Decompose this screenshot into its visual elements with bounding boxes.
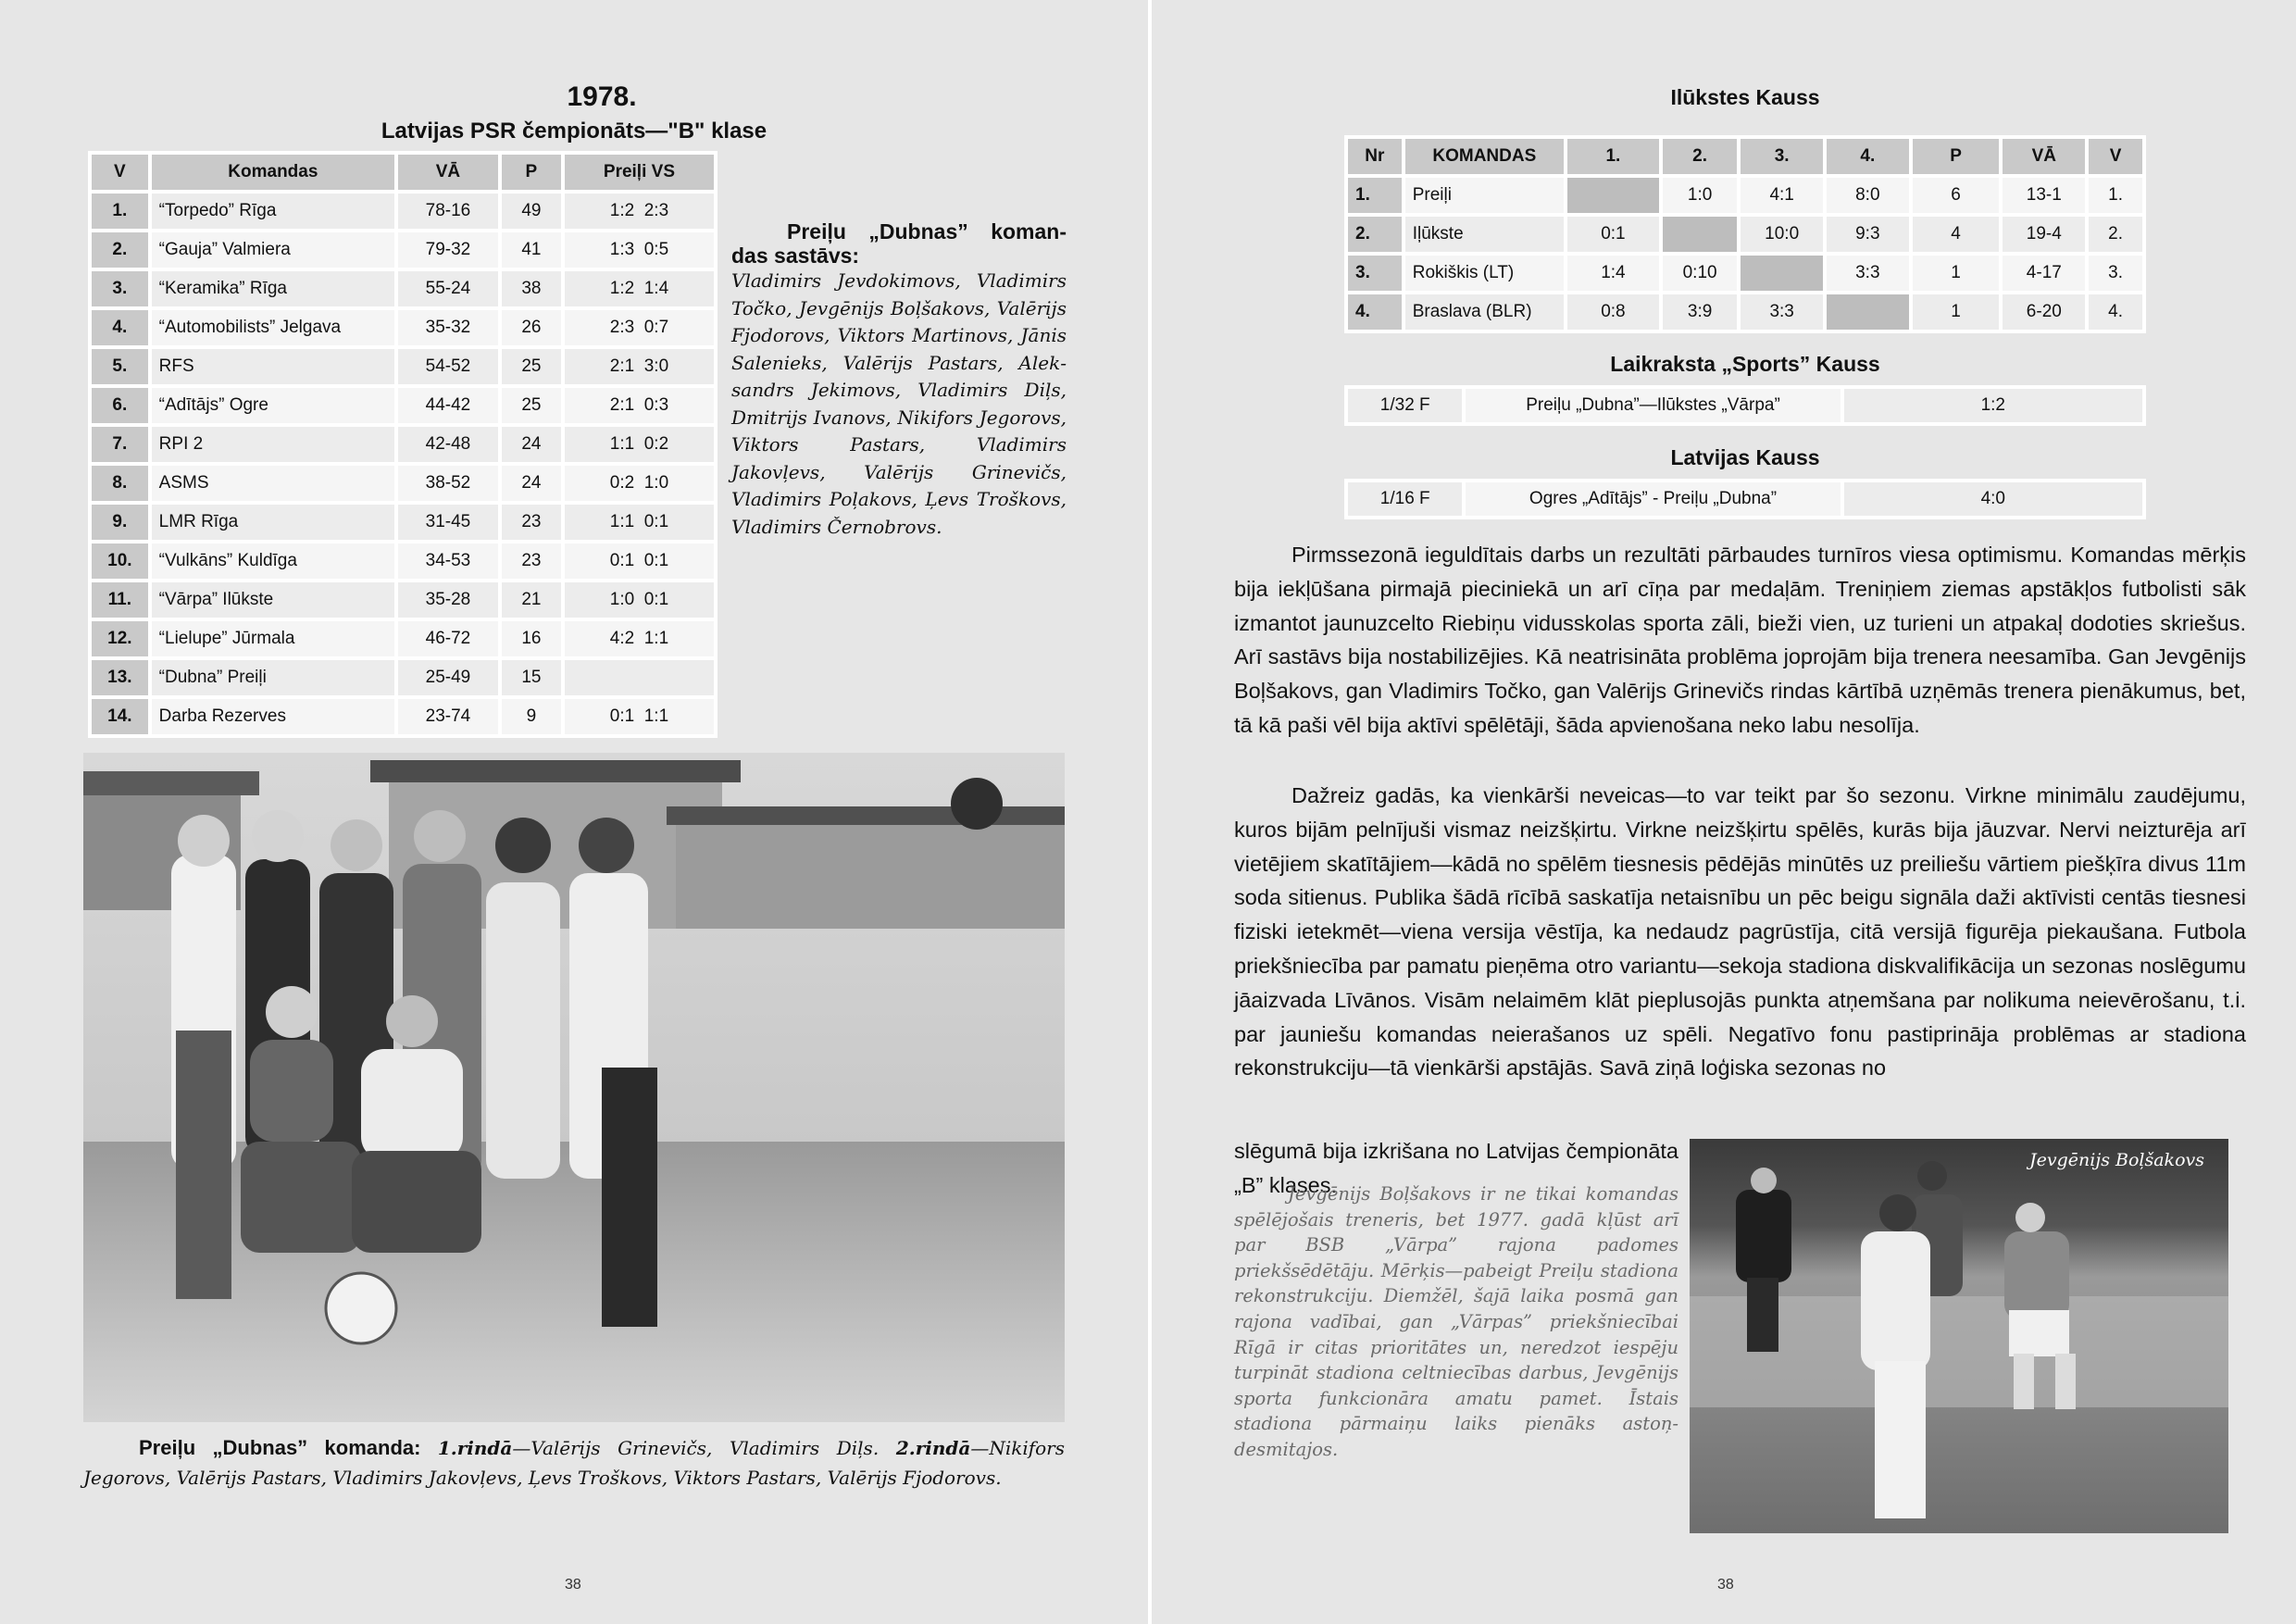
points-cell: 24: [502, 466, 561, 501]
col-header-goals: VĀ: [398, 155, 498, 190]
goals-cell: 54-52: [398, 349, 498, 384]
team-cell: “Adītājs” Ogre: [152, 388, 394, 423]
result-cell: 0:10: [1663, 256, 1737, 291]
vs-preili-cell: 2:3 0:7: [565, 310, 714, 345]
vs-preili-cell: 1:1 0:1: [565, 505, 714, 540]
table-row: [92, 232, 714, 268]
sports-cup-title: Laikraksta „Sports” Kauss: [1610, 352, 1880, 376]
col-header: 1.: [1567, 139, 1659, 174]
caption-row2-label: 2.rindā: [895, 1437, 971, 1459]
year-title: 1978.: [567, 81, 637, 112]
goals-cell: 25-49: [398, 660, 498, 695]
col-header-position: V: [92, 155, 148, 190]
goals-cell: 4-17: [2003, 256, 2085, 291]
position-cell: 2.: [92, 232, 148, 268]
col-header: V: [2089, 139, 2142, 174]
result-cell: 10:0: [1741, 217, 1823, 252]
sports-cup-match: Preiļu „Dubna”—Ilūkstes „Vārpa”: [1466, 389, 1840, 422]
caption-row2-names: —Nikifors Jegorovs, Valērijs Pastars, Vladimirs Jakovļevs, Ļevs Troškovs, Viktors Pastars, Valērijs Fjodorovs.: [83, 1437, 1065, 1489]
caption-row1-label: 1.rindā: [437, 1437, 513, 1459]
ilukste-cup-table: [1344, 135, 2146, 333]
self-match-cell: [1741, 256, 1823, 291]
goals-cell: 35-28: [398, 582, 498, 618]
league-standings-table: [88, 151, 718, 738]
table-row: [92, 543, 714, 579]
vs-preili-cell: 0:1 1:1: [565, 699, 714, 734]
table-row: [1348, 294, 2142, 330]
goals-cell: 79-32: [398, 232, 498, 268]
paragraph-2-text: Dažreiz gadās, ka vienkārši neveicas—to var teikt par šo sezonu. Virkne minimālu zaudējumu, kuros bijām pelnījuši vismaz neizšķirtu. Virkne neizšķirtu spēlēs, kurās bija jāuzvar. Nervi neizturēja arī vietējiem skatītājiem—kādā no spēlēm tiesnesis pēdējās minūtēs uz preiliešu vārtiem piešķīra divus 11m soda sitienus. Publika šādā rīcībā saskatīja netaisnību un pēc beigu signāla daži aktīvisti centās tiesnesi fiziski ietekmēt—viena versija vēstīja, ka nedaudz pagrūstīja, citā versijā figurēja piekaušana. Futbola priekšniecība par pamatu pieņēma otro variantu—sekoja stadiona diskvalifikācija un sezonas noslēgumu jāaizvada Līvānos. Visām nelaimēm klāt pieplusojās punkta atņemšana par nolikuma neievērošanu, t.i. par jauniešu komandas neierašanos uz spēli. Negatīvo fonu pastiprināja problēmas ar stadiona rekonstrukciju—tā vienkārši apstājās. Savā ziņā loģiska sezonas no: [1234, 783, 2246, 1081]
vs-preili-cell: 0:2 1:0: [565, 466, 714, 501]
roster-names: Vladimirs Jevdokimovs, Vladimirs Točko, Jevgēnijs Boļšakovs, Valērijs Fjodorovs, Viktors Martinovs, Jānis Salenieks, Valērijs Pastars, Aleksandrs Jekimovs, Vladimirs Diļs, Dmitrijs Ivanovs, Nikifors Jegorovs, Viktors Pastars, Vladimirs Jakovļevs, Valērijs Grinevičs, Vladimirs Poļakovs, Ļevs Troškovs, Vladimirs Černobrovs.: [731, 269, 1067, 538]
result-cell: 3:3: [1827, 256, 1909, 291]
points-cell: 38: [502, 271, 561, 306]
table-row: [92, 427, 714, 462]
vs-preili-cell: 2:1 3:0: [565, 349, 714, 384]
table-row: [92, 505, 714, 540]
caption-lead: Preiļu „Dubnas” komanda:: [139, 1436, 421, 1459]
team-roster: [731, 219, 1067, 541]
points-cell: 25: [502, 388, 561, 423]
table-row: [92, 466, 714, 501]
vs-preili-cell: 0:1 0:1: [565, 543, 714, 579]
sports-cup-round: 1/32 F: [1348, 389, 1462, 422]
match-photo: [1690, 1139, 2228, 1533]
col-header: P: [1913, 139, 2000, 174]
result-cell: 4:1: [1741, 178, 1823, 213]
table-header-row: [1348, 139, 2142, 174]
position-cell: 11.: [92, 582, 148, 618]
team-cell: “Dubna” Preiļi: [152, 660, 394, 695]
vs-preili-cell: 2:1 0:3: [565, 388, 714, 423]
vs-preili-cell: [565, 660, 714, 695]
points-cell: 1: [1913, 256, 2000, 291]
result-cell: 1:0: [1663, 178, 1737, 213]
goals-cell: 13-1: [2003, 178, 2085, 213]
goals-cell: 42-48: [398, 427, 498, 462]
col-header: Nr: [1348, 139, 1402, 174]
team-cell: Preiļi: [1405, 178, 1564, 213]
points-cell: 49: [502, 194, 561, 229]
page-number-left: 38: [565, 1577, 581, 1593]
team-cell: Darba Rezerves: [152, 699, 394, 734]
table-row: [92, 194, 714, 229]
result-cell: 8:0: [1827, 178, 1909, 213]
position-cell: 3.: [92, 271, 148, 306]
table-row: [92, 621, 714, 656]
points-cell: 41: [502, 232, 561, 268]
page-number-right: 38: [1717, 1577, 1734, 1593]
sports-cup-table: [1344, 385, 2146, 426]
points-cell: 23: [502, 505, 561, 540]
latvian-cup-round: 1/16 F: [1348, 482, 1462, 516]
points-cell: 24: [502, 427, 561, 462]
place-cell: 1.: [2089, 178, 2142, 213]
result-cell: 0:1: [1567, 217, 1659, 252]
team-cell: ASMS: [152, 466, 394, 501]
col-header-teams: Komandas: [152, 155, 394, 190]
result-cell: 0:8: [1567, 294, 1659, 330]
table-row: [1348, 389, 2142, 422]
caption-row1-names: —Valērijs Grinevičs, Vladimirs Diļs.: [512, 1437, 880, 1459]
goals-cell: 23-74: [398, 699, 498, 734]
goals-cell: 6-20: [2003, 294, 2085, 330]
result-cell: 3:3: [1741, 294, 1823, 330]
vs-preili-cell: 4:2 1:1: [565, 621, 714, 656]
team-cell: “Vārpa” Ilūkste: [152, 582, 394, 618]
bolsakovs-note-text: Jevgēnijs Boļšakovs ir ne tikai komandas spēlējošais treneris, bet 1977. gadā kļūst arī par BSB „Vārpa” rajona padomes priekšsēdētāju. Mērķis—pabeigt Preiļu stadiona rekonstrukciju. Diemžēl, šajā laika posmā gan rajona vadībai, gan „Vārpas” priekšniecībai Rīgā ir citas prioritātes un, neredzot iespēju turpināt stadiona celtniecības darbus, Jevgēnijs sporta funkcionāra amatu pamet. Īstais stadiona pārmaiņu laiks pienāks astoņdesmitajos.: [1234, 1183, 1678, 1460]
position-cell: 12.: [92, 621, 148, 656]
goals-cell: 31-45: [398, 505, 498, 540]
team-cell: “Keramika” Rīga: [152, 271, 394, 306]
col-header: 2.: [1663, 139, 1737, 174]
match-photo-label: Jevgēnijs Boļšakovs: [2029, 1150, 2204, 1170]
vs-preili-cell: 1:2 1:4: [565, 271, 714, 306]
table-row: [92, 310, 714, 345]
table-row: [1348, 217, 2142, 252]
table-row: [92, 660, 714, 695]
team-cell: “Torpedo” Rīga: [152, 194, 394, 229]
goals-cell: 34-53: [398, 543, 498, 579]
result-cell: 1:4: [1567, 256, 1659, 291]
paragraph-1-text: Pirmssezonā ieguldītais darbs un rezultāti pārbaudes turnīros viesa optimismu. Komandas mērķis bija iekļūšana pirmajā pieciniekā un arī cīņa par medaļām. Treniņiem ziemas apstākļos futbolisti sāk izmantot jaunuzcelto Riebiņu vidusskolas sporta zāli, bieži vien, uz turieni un atpakaļ dodoties skriešus. Arī sastāvs bija nostabilizējies. Kā neatrisināta problēma joprojām bija trenera neesamība. Gan Jevgēnijs Boļšakovs, gan Vladimirs Točko, gan Valērijs Grinevičs rindas kārtībā uzņēmās trenera pienākumus, bet, tā kā paši vēl bija aktīvi spēlētāji, šāda apvienošana neko labu nesolīja.: [1234, 543, 2246, 737]
team-photo: [83, 753, 1065, 1422]
table-row: [92, 388, 714, 423]
points-cell: 25: [502, 349, 561, 384]
team-cell: Braslava (BLR): [1405, 294, 1564, 330]
vs-preili-cell: 1:2 2:3: [565, 194, 714, 229]
goals-cell: 46-72: [398, 621, 498, 656]
goals-cell: 55-24: [398, 271, 498, 306]
col-header: KOMANDAS: [1405, 139, 1564, 174]
vs-preili-cell: 1:3 0:5: [565, 232, 714, 268]
table-row: [1348, 256, 2142, 291]
place-cell: 3.: [2089, 256, 2142, 291]
table-row: [1348, 482, 2142, 516]
points-cell: 26: [502, 310, 561, 345]
bolsakovs-note: [1234, 1181, 1678, 1463]
self-match-cell: [1663, 217, 1737, 252]
points-cell: 16: [502, 621, 561, 656]
paragraph-2-tail-text: slēgumā bija izkrišana no Latvijas čempionāta „B” klases.: [1234, 1139, 1678, 1197]
place-cell: 2.: [2089, 217, 2142, 252]
result-cell: 9:3: [1827, 217, 1909, 252]
place-cell: 4.: [2089, 294, 2142, 330]
team-cell: Iļūkste: [1405, 217, 1564, 252]
position-cell: 7.: [92, 427, 148, 462]
position-cell: 13.: [92, 660, 148, 695]
team-cell: LMR Rīga: [152, 505, 394, 540]
points-cell: 21: [502, 582, 561, 618]
points-cell: 9: [502, 699, 561, 734]
points-cell: 23: [502, 543, 561, 579]
team-cell: RPI 2: [152, 427, 394, 462]
col-header: 4.: [1827, 139, 1909, 174]
number-cell: 2.: [1348, 217, 1402, 252]
team-photo-caption: [83, 1433, 1065, 1493]
latvian-cup-score: 4:0: [1844, 482, 2142, 516]
roster-heading: Preiļu „Dubnas” koman-das sastāvs:: [731, 219, 1067, 268]
vs-preili-cell: 1:0 0:1: [565, 582, 714, 618]
points-cell: 15: [502, 660, 561, 695]
position-cell: 1.: [92, 194, 148, 229]
latvian-cup-match: Ogres „Adītājs” - Preiļu „Dubna”: [1466, 482, 1840, 516]
col-header: VĀ: [2003, 139, 2085, 174]
table-row: [92, 349, 714, 384]
table-header-row: [92, 155, 714, 190]
team-cell: “Gauja” Valmiera: [152, 232, 394, 268]
team-cell: “Vulkāns” Kuldīga: [152, 543, 394, 579]
result-cell: 3:9: [1663, 294, 1737, 330]
number-cell: 4.: [1348, 294, 1402, 330]
goals-cell: 38-52: [398, 466, 498, 501]
championship-subtitle: Latvijas PSR čempionāts—"B" klase: [381, 119, 767, 144]
position-cell: 6.: [92, 388, 148, 423]
paragraph-1: [1234, 538, 2246, 743]
points-cell: 4: [1913, 217, 2000, 252]
vs-preili-cell: 1:1 0:2: [565, 427, 714, 462]
goals-cell: 78-16: [398, 194, 498, 229]
points-cell: 6: [1913, 178, 2000, 213]
self-match-cell: [1827, 294, 1909, 330]
number-cell: 3.: [1348, 256, 1402, 291]
col-header-vs-preili: Preiļi VS: [565, 155, 714, 190]
table-row: [92, 271, 714, 306]
table-row: [92, 582, 714, 618]
self-match-cell: [1567, 178, 1659, 213]
latvian-cup-table: [1344, 479, 2146, 519]
points-cell: 1: [1913, 294, 2000, 330]
position-cell: 9.: [92, 505, 148, 540]
table-row: [1348, 178, 2142, 213]
sports-cup-score: 1:2: [1844, 389, 2142, 422]
team-cell: “Automobilists” Jelgava: [152, 310, 394, 345]
team-cell: RFS: [152, 349, 394, 384]
position-cell: 14.: [92, 699, 148, 734]
team-cell: Rokiškis (LT): [1405, 256, 1564, 291]
goals-cell: 35-32: [398, 310, 498, 345]
latvian-cup-title: Latvijas Kauss: [1670, 445, 1820, 469]
goals-cell: 19-4: [2003, 217, 2085, 252]
ilukste-cup-title: Ilūkstes Kauss: [1670, 85, 1820, 109]
position-cell: 5.: [92, 349, 148, 384]
position-cell: 4.: [92, 310, 148, 345]
col-header-points: P: [502, 155, 561, 190]
col-header: 3.: [1741, 139, 1823, 174]
paragraph-2: [1234, 779, 2246, 1085]
table-row: [92, 699, 714, 734]
goals-cell: 44-42: [398, 388, 498, 423]
team-cell: “Lielupe” Jūrmala: [152, 621, 394, 656]
number-cell: 1.: [1348, 178, 1402, 213]
position-cell: 10.: [92, 543, 148, 579]
position-cell: 8.: [92, 466, 148, 501]
